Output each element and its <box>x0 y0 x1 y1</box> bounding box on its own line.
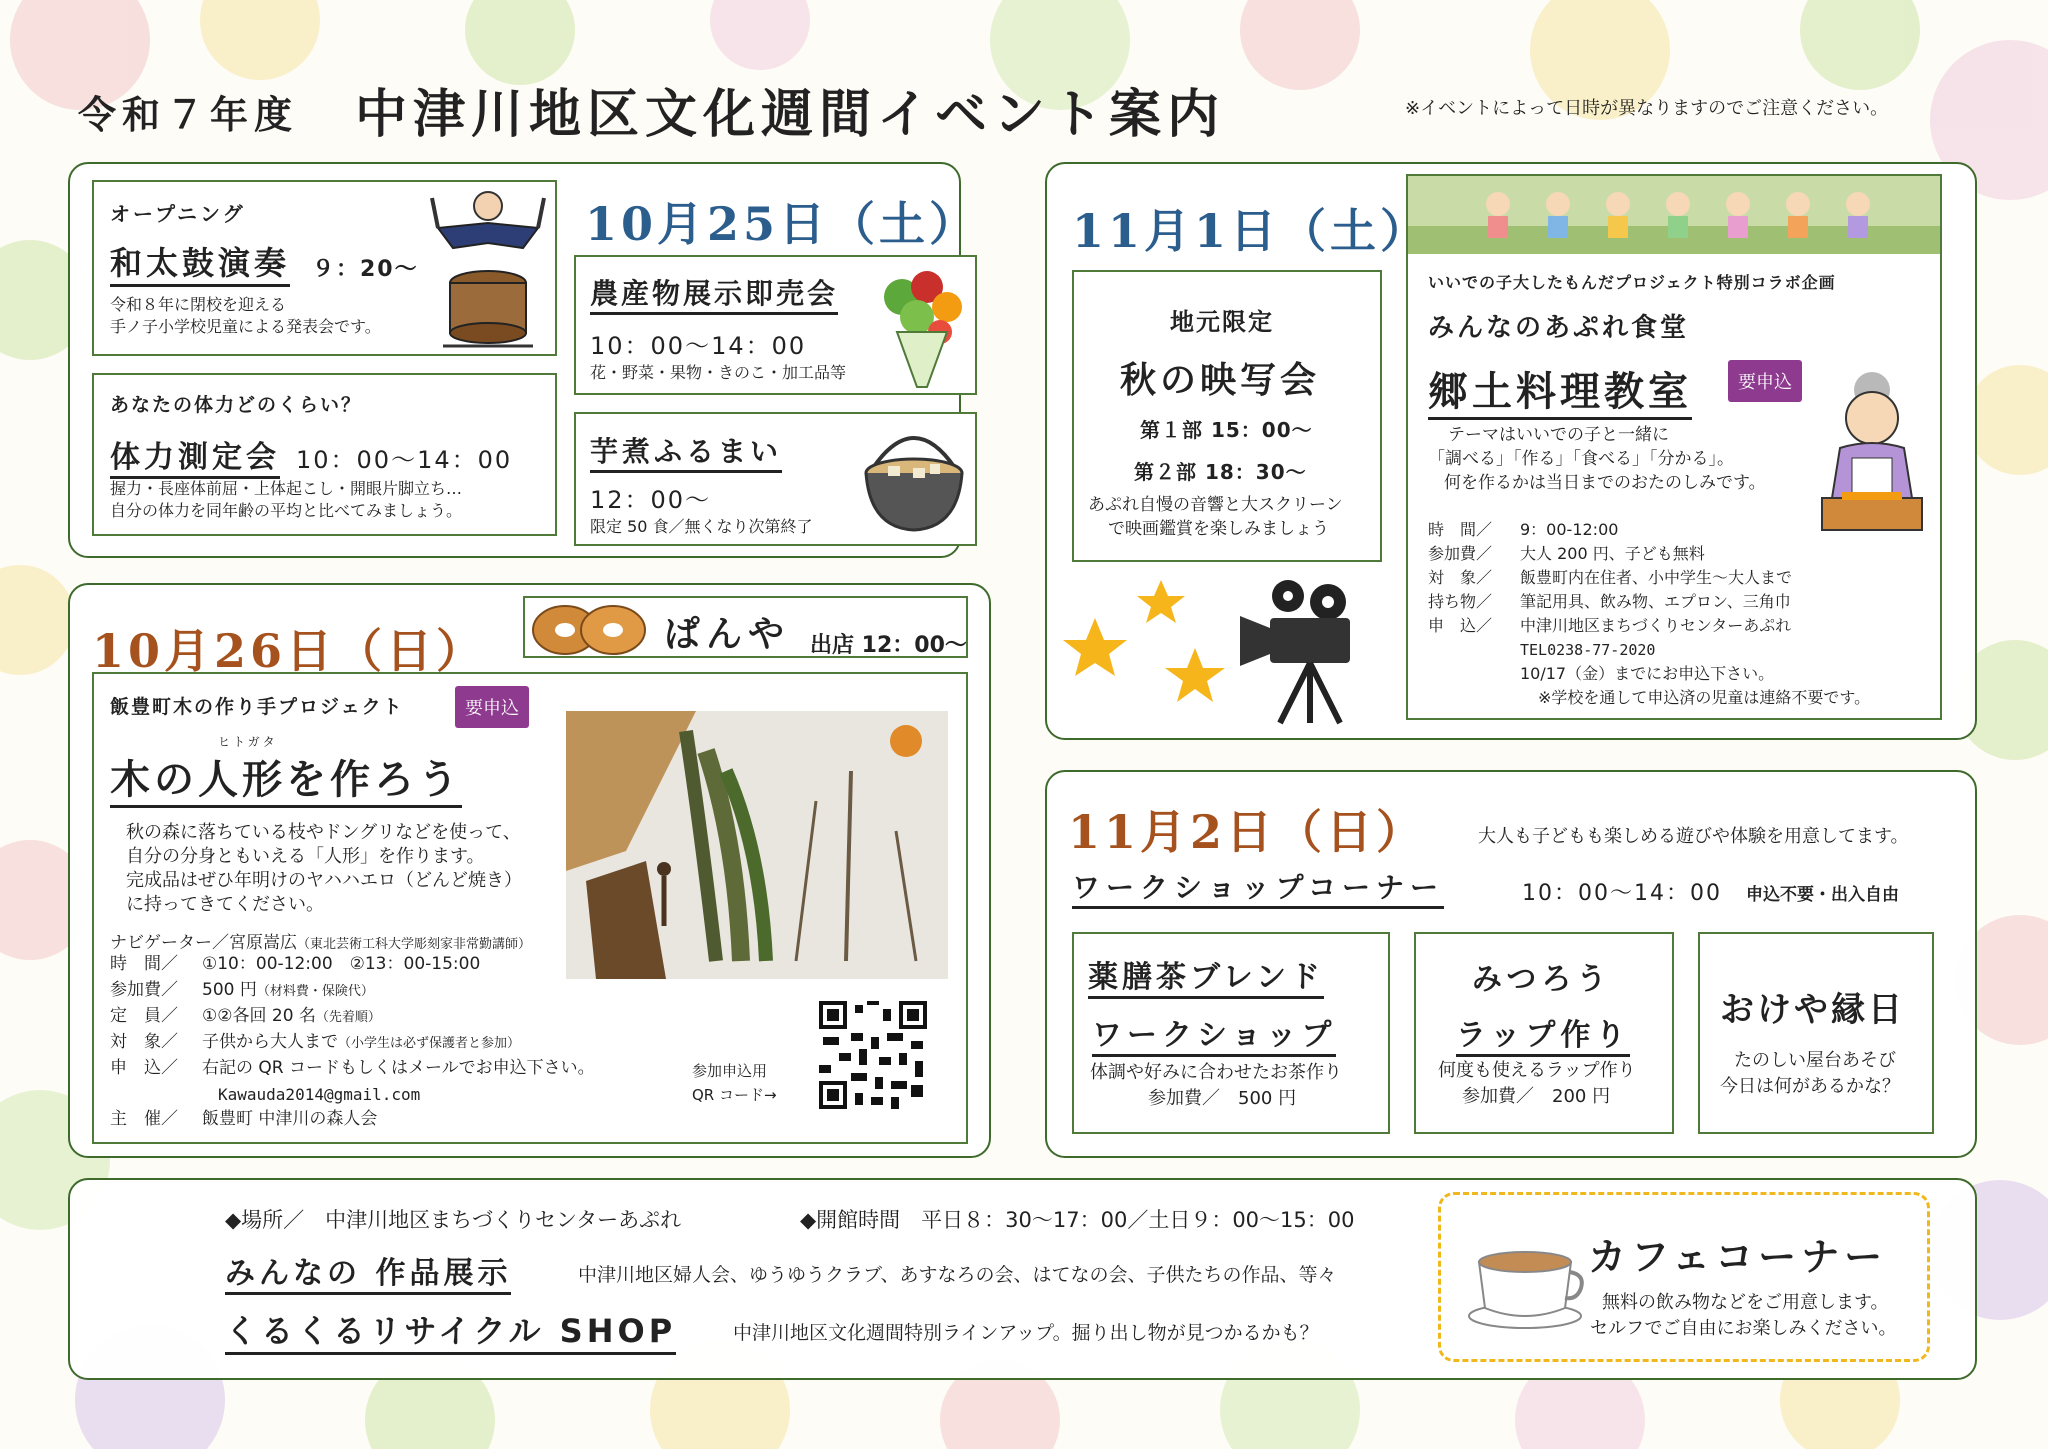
movie-desc-2: で映画鑑賞を楽しみましょう <box>1108 519 1329 539</box>
movie-title: 秋の映写会 <box>1120 360 1321 401</box>
header-notice: ※イベントによって日時が異なりますのでご注意ください。 <box>1405 98 1889 119</box>
okeya-title: おけや縁日 <box>1720 990 1905 1030</box>
stars-icon <box>1055 578 1235 728</box>
detail-value: 飯豊町内在住者、小中学生～大人まで <box>1520 568 1793 587</box>
children-banner-icon <box>1408 176 1940 254</box>
doll-detail-row <box>110 1004 595 1030</box>
doll-detail-row <box>110 978 595 1004</box>
produce-title: 農産物展示即売会 <box>590 272 838 315</box>
cooking-detail-row <box>1428 518 1870 542</box>
imoni-pot-icon <box>858 418 970 538</box>
imoni-time: 12：00～ <box>590 486 712 514</box>
doll-detail-list <box>110 952 595 1132</box>
doll-host: 飯豊町 中津川の森人会 <box>202 1109 378 1129</box>
cooking-detail-row <box>1428 590 1870 614</box>
doll-host-row <box>110 1107 595 1132</box>
movie-kicker: 地元限定 <box>1170 308 1274 336</box>
doll-detail-row <box>110 1030 595 1056</box>
cooking-school-note: ※学校を通して申込済の児童は連絡不要です。 <box>1538 688 1871 707</box>
detail-note: （小学生は必ず保護者と参加） <box>338 1036 521 1051</box>
page-title: 中津川地区文化週間イベント案内 <box>355 85 1226 145</box>
vegetable-bouquet-icon <box>872 262 972 392</box>
detail-label: 対 象／ <box>1428 568 1493 587</box>
footer-place: ◆場所／ 中津川地区まちづくりセンターあぷれ <box>225 1208 682 1232</box>
detail-label: 主 催／ <box>110 1109 178 1129</box>
date-nov2: 11月2日（日） <box>1068 805 1427 859</box>
imoni-title: 芋煮ふるまい <box>590 430 782 473</box>
footer-hours: ◆開館時間 平日８：30～17：00／土日９：00～15：00 <box>800 1208 1355 1232</box>
wrap-title-1: みつろう <box>1472 962 1612 997</box>
opening-desc-1: 令和８年に閉校を迎える <box>110 295 287 314</box>
doll-desc-3: 完成品はぜひ年明けのヤハハエロ（どんど焼き） <box>126 870 522 891</box>
detail-label: 参加費／ <box>110 980 178 1000</box>
doll-title-ruby: ヒトガタ <box>218 735 278 749</box>
opening-title: 和太鼓演奏 <box>110 238 290 287</box>
workshop-time: 10：00～14：00 <box>1522 881 1722 906</box>
tea-title-2: ワークショップ <box>1092 1010 1336 1057</box>
detail-value: 子供から大人まで <box>202 1032 338 1052</box>
fitness-desc-1: 握力・長座体前屈・上体起こし・開眼片脚立ち… <box>110 479 463 498</box>
cafe-desc-1: 無料の飲み物などをご用意します。 <box>1602 1292 1889 1313</box>
detail-label: 定 員／ <box>110 1006 178 1026</box>
tea-title-1: 薬膳茶ブレンド <box>1088 952 1324 999</box>
detail-label: 参加費／ <box>1428 544 1493 563</box>
cooking-detail-list <box>1428 518 1870 710</box>
detail-note: （材料費・保険代） <box>256 984 374 999</box>
doll-desc-4: に持ってきてください。 <box>126 894 324 915</box>
workshop-note: 申込不要・出入自由 <box>1746 885 1899 905</box>
produce-time: 10：00～14：00 <box>590 332 807 360</box>
qr-code-icon[interactable] <box>815 997 931 1113</box>
recycle-shop-title: くるくるリサイクル SHOP <box>225 1306 676 1355</box>
wooden-doll-photo <box>566 711 948 979</box>
tea-fee: 参加費／ 500 円 <box>1148 1088 1297 1109</box>
detail-label: 持ち物／ <box>1428 592 1493 611</box>
date-oct26: 10月26日（日） <box>92 624 487 678</box>
tea-desc: 体調や好みに合わせたお茶作り <box>1090 1062 1342 1083</box>
cooking-detail-row <box>1428 614 1870 638</box>
imoni-desc: 限定 50 食／無くなり次第終了 <box>590 517 813 536</box>
doll-desc-2: 自分の分身ともいえる「人形」を作ります。 <box>126 846 485 867</box>
workshop-corner-title: ワークショップコーナー <box>1072 866 1444 909</box>
opening-kicker: オープニング <box>110 202 246 226</box>
detail-label: 対 象／ <box>110 1032 178 1052</box>
okeya-desc-2: 今日は何があるかな？ <box>1720 1076 1900 1097</box>
fitness-kicker: あなたの体力どのくらい？ <box>110 394 363 416</box>
okeya-desc-1: たのしい屋台あそび <box>1734 1050 1896 1071</box>
fitness-time: 10：00～14：00 <box>296 446 513 474</box>
fitness-desc-2: 自分の体力を同年齢の平均と比べてみましょう。 <box>110 501 463 520</box>
doll-detail-row <box>110 1056 595 1082</box>
exhibit-title: みんなの 作品展示 <box>225 1248 511 1295</box>
doll-navigator-name: ナビゲーター／宮原嵩広 <box>110 933 297 953</box>
detail-value: 500 円 <box>202 980 257 1000</box>
grandma-cooking-icon <box>1812 368 1932 538</box>
nov2-tagline: 大人も子どもも楽しめる遊びや体験を用意してます。 <box>1478 826 1909 847</box>
wrap-desc: 何度も使えるラップ作り <box>1438 1060 1636 1081</box>
movie-part-2: 第２部 18：30～ <box>1134 460 1307 484</box>
wrap-title-2: ラップ作り <box>1456 1010 1630 1057</box>
movie-camera-icon <box>1240 578 1370 728</box>
detail-label: 時 間／ <box>110 954 178 974</box>
coffee-cup-icon <box>1465 1232 1585 1332</box>
detail-value: 筆記用具、飲み物、エプロン、三角巾 <box>1520 592 1791 611</box>
opening-time: ９：20～ <box>312 257 419 282</box>
recycle-shop-desc: 中津川地区文化週間特別ラインアップ。掘り出し物が見つかるかも？ <box>733 1322 1319 1344</box>
wrap-fee: 参加費／ 200 円 <box>1462 1086 1611 1107</box>
okeya-card <box>1698 932 1934 1134</box>
cooking-kicker: いいでの子大したもんだプロジェクト特別コラボ企画 <box>1428 273 1836 292</box>
doll-email[interactable]: Kawauda2014@gmail.com <box>218 1085 421 1104</box>
qr-label-1: 参加申込用 <box>692 1062 768 1080</box>
detail-value: 大人 200 円、子ども無料 <box>1520 544 1705 563</box>
doll-apply-badge: 要申込 <box>455 686 529 728</box>
produce-desc: 花・野菜・果物・きのこ・加工品等 <box>590 363 847 382</box>
cooking-desc-2: 「調べる」「作る」「食べる」「分かる」。 <box>1428 449 1734 469</box>
date-nov1: 11月1日（土） <box>1072 204 1431 258</box>
cooking-desc-1: テーマはいいでの子と一緒に <box>1448 425 1669 445</box>
cafe-title: カフェコーナー <box>1588 1235 1888 1279</box>
opening-desc-2: 手ノ子小学校児童による発表会です。 <box>110 317 381 336</box>
taiko-drummer-icon <box>428 188 548 353</box>
panya-title: ぱんや <box>664 614 791 655</box>
qr-label-2: QR コード→ <box>692 1086 777 1104</box>
movie-part-1: 第１部 15：00～ <box>1140 418 1313 442</box>
detail-note: （先着順） <box>315 1010 381 1025</box>
detail-value: 9：00-12:00 <box>1520 520 1619 539</box>
date-oct25: 10月25日（土） <box>585 197 980 251</box>
fitness-title: 体力測定会 <box>110 432 280 479</box>
year-label: 令和７年度 <box>78 92 299 137</box>
detail-label: 申 込／ <box>1428 616 1493 635</box>
doll-navigator <box>110 928 531 953</box>
detail-value: ①10：00-12:00 ②13：00-15:00 <box>202 954 481 974</box>
doll-navigator-note: （東北芸術工科大学彫刻家非常勤講師） <box>297 937 532 952</box>
detail-label: 申 込／ <box>110 1058 178 1078</box>
doll-title: 木の人形を作ろう <box>110 748 462 808</box>
cooking-detail-row <box>1428 542 1870 566</box>
cooking-subtitle: みんなのあぷれ食堂 <box>1428 313 1690 343</box>
cooking-deadline: 10/17（金）までにお申込下さい。 <box>1520 664 1775 683</box>
doll-desc-1: 秋の森に落ちている枝やドングリなどを使って、 <box>126 822 521 843</box>
detail-label: 時 間／ <box>1428 520 1493 539</box>
cooking-apply-badge: 要申込 <box>1728 360 1802 402</box>
detail-value: ①②各回 20 名 <box>202 1006 316 1026</box>
detail-value: 右記の QR コードもしくはメールでお申込下さい。 <box>202 1058 595 1078</box>
cooking-detail-row <box>1428 566 1870 590</box>
cafe-desc-2: セルフでご自由にお楽しみください。 <box>1590 1318 1897 1339</box>
doll-kicker: 飯豊町木の作り手プロジェクト <box>110 696 404 718</box>
cooking-title: 郷土料理教室 <box>1428 360 1692 420</box>
cooking-tel: TEL0238-77-2020 <box>1520 641 1656 659</box>
bagel-icon <box>530 600 648 658</box>
movie-desc-1: あぷれ自慢の音響と大スクリーン <box>1088 495 1343 515</box>
cooking-desc-3: 何を作るかは当日までのおたのしみです。 <box>1444 473 1766 493</box>
panya-time: 出店 12：00～ <box>810 633 967 658</box>
detail-value: 中津川地区まちづくりセンターあぷれ <box>1520 616 1792 635</box>
doll-detail-row <box>110 952 595 978</box>
exhibit-desc: 中津川地区婦人会、ゆうゆうクラブ、あすなろの会、はてなの会、子供たちの作品、等々 <box>578 1264 1337 1286</box>
